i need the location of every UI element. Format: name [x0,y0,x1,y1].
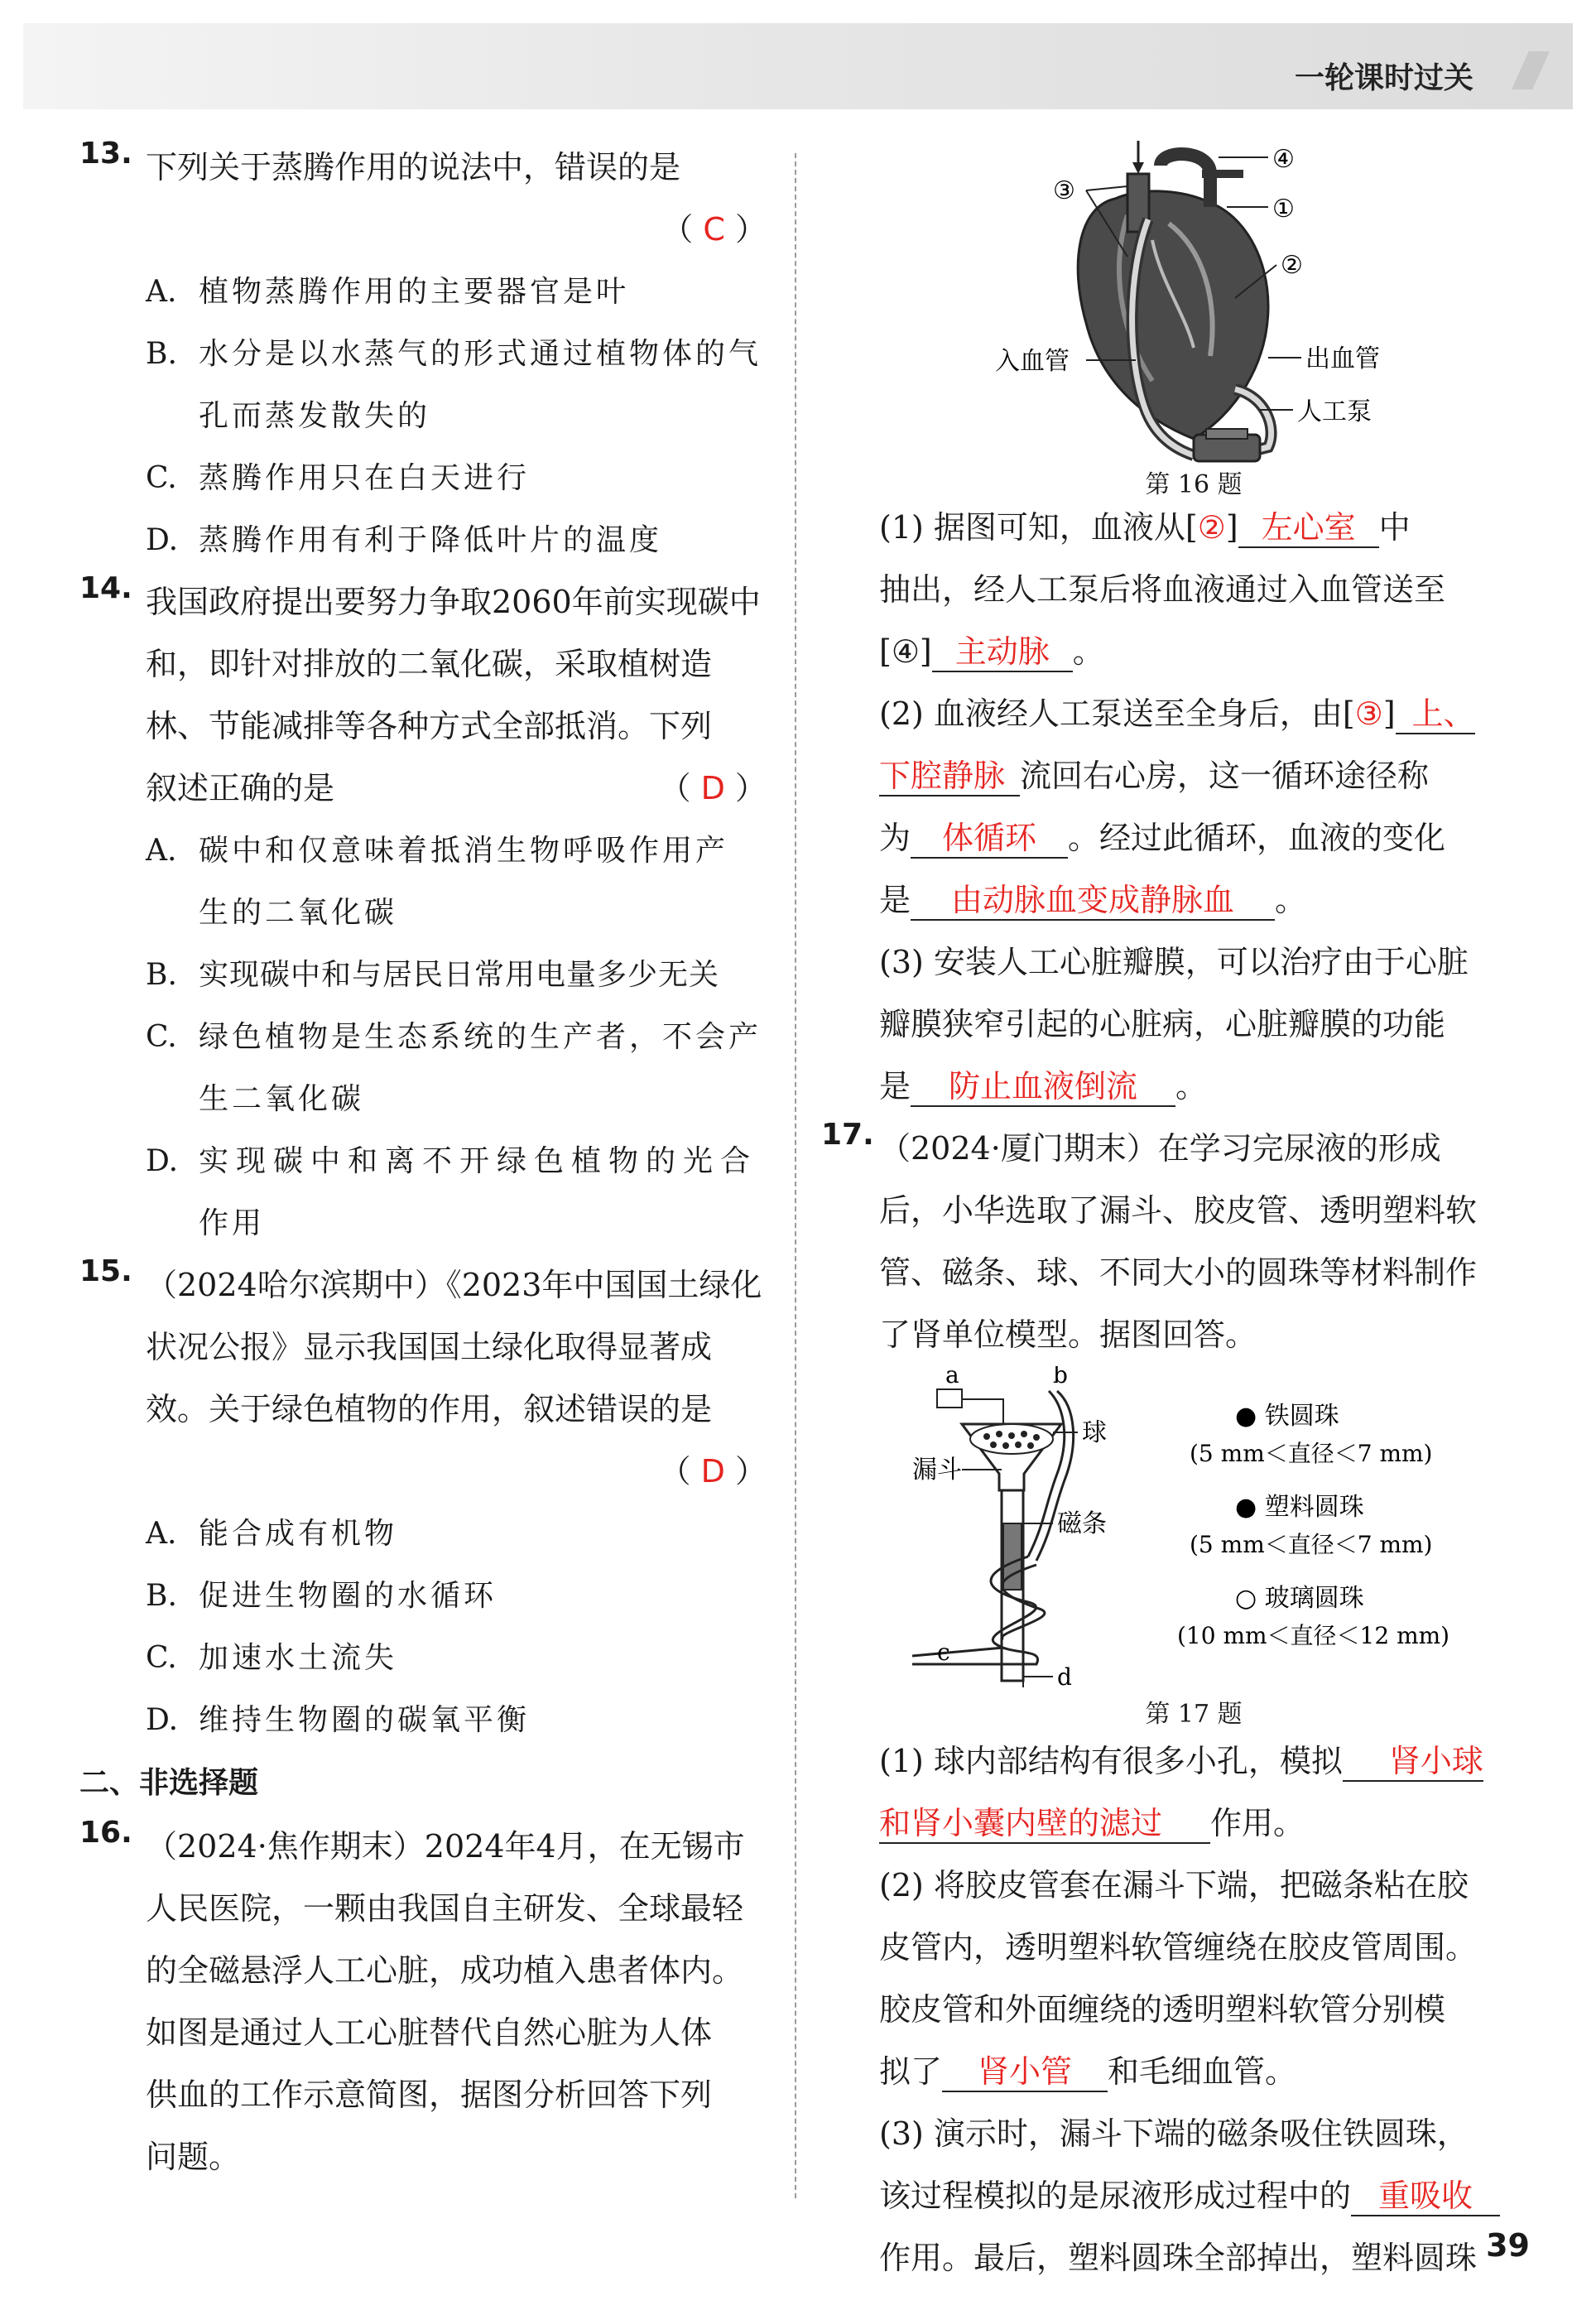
legend-plastic-bead: ● 塑料圆珠 [1235,1493,1364,1522]
q17-subquestion-1: (1) 球内部结构有很多小孔，模拟 肾小球 [879,1730,1508,1793]
stem-line: 我国政府提出要努力争取2060年前实现碳中 [146,584,761,620]
legend-iron-bead: ● 铁圆珠 [1235,1402,1339,1431]
figure-16 [879,141,1508,497]
text-line: 是 防止血液倒流 。 [879,1056,1508,1118]
label-c: c [937,1639,950,1666]
label-magnet: 磁条 [1057,1509,1107,1538]
legend-glass-bead: ○ 玻璃圆珠 [1235,1584,1364,1613]
answer-blank: ② [1197,509,1226,546]
text-line: 拟了 肾小管 和毛细血管。 [879,2041,1508,2103]
figure-caption: 第 17 题 [1145,1700,1243,1729]
section-title: 二、非选择题 [79,1766,259,1800]
option-b: B. 实现碳中和与居民日常用电量多少无关 [146,958,720,992]
text-line: 抽出，经人工泵后将血液通过入血管送至 [879,571,1446,608]
page-number: 39 [1486,2227,1530,2264]
option-d: D. 实现碳中和离不开绿色植物的光合 作用 [146,1144,758,1240]
label-4: ④ [1272,145,1295,174]
stem-line: 如图是通过人工心脏替代自然心脏为人体 [146,2014,713,2051]
figure-17 [879,1366,1508,1730]
answer-choice: D [700,1453,725,1489]
question-14 [79,571,767,1254]
question-stem: 下列关于蒸腾作用的说法中，错误的是 [146,149,681,185]
text-line: 胶皮管和外面缠绕的透明塑料软管分别模 [879,1991,1446,2028]
q16-subquestion-1-end: [④] 主动脉 。 [879,621,1508,683]
answer-blank: 肾小管 [942,2053,1108,2092]
stem-line: 供血的工作示意简图，据图分析回答下列 [146,2077,713,2113]
stem-line: （2024哈尔滨期中）《2023年中国国土绿化 [146,1267,762,1303]
label-2: ② [1281,251,1303,280]
artificial-heart-diagram [879,141,1508,464]
stem-line: 林、节能减排等各种方式全部抵消。下列 [146,708,713,744]
text-line: 作用。最后，塑料圆珠全部掉出，塑料圆珠 [879,2240,1478,2276]
option-a: A. 能合成有机物 [146,1517,398,1551]
answer-choice: D [700,770,725,806]
answer-choice: C [703,211,725,248]
stem-line: 问题。 [146,2139,241,2175]
text-line: 和肾小囊内壁的滤过 作用。 [879,1793,1508,1855]
answer-blank: 肾小球 [1343,1742,1483,1782]
q17-subquestion-3: (3) 演示时，漏斗下端的磁条吸住铁圆珠， [879,2115,1469,2152]
option-b: B. 促进生物圈的水循环 [146,1579,498,1613]
figure-caption: 第 16 题 [1145,470,1243,499]
answer-blank: 左心室 [1238,508,1379,548]
option-d: D. 蒸腾作用有利于降低叶片的温度 [146,523,663,557]
label-pump: 人工泵 [1297,397,1372,426]
legend-range: (10 mm＜直径＜12 mm) [1177,1622,1450,1649]
page-header [23,23,1573,109]
question-17 [821,1118,1508,1366]
label-1: ① [1272,195,1295,224]
arrow-icon [1132,162,1144,174]
answer-blank: ③ [1354,695,1383,732]
question-number: 15. [79,1254,132,1288]
label-d: d [1057,1663,1072,1691]
text-line: 为 体循环 。经过此循环，血液的变化 [879,807,1508,869]
stem-line: （2024·焦作期末）2024年4月，在无锡市 [146,1828,745,1865]
answer-bracket: （ D ） [659,1453,767,1489]
question-number: 17. [821,1118,874,1152]
answer-blank: 体循环 [911,819,1068,859]
stem-line: （2024·厦门期末）在学习完尿液的形成 [879,1130,1441,1167]
nephron-model-diagram [879,1366,1508,1693]
stem-line: 人民医院，一颗由我国自主研发、全球最轻 [146,1890,744,1927]
column-divider [795,153,796,2198]
answer-blank: 重吸收 [1351,2177,1500,2216]
q16-subquestion-1: (1) 据图可知，血液从[②] 左心室 中 [879,497,1508,559]
label-outflow-tube: 出血管 [1305,344,1380,373]
answer-blank: 上、 [1396,695,1475,734]
stem-line: 的全磁悬浮人工心脏，成功植入患者体内。 [146,1952,744,1989]
answer-blank: 防止血液倒流 [911,1067,1175,1107]
stem-line: 效。关于绿色植物的作用，叙述错误的是 [146,1391,713,1427]
label-b: b [1053,1366,1068,1388]
header-title: 一轮课时过关 [1294,61,1473,95]
option-d: D. 维持生物圈的碳氧平衡 [146,1703,531,1737]
option-c: C. 蒸腾作用只在白天进行 [146,461,531,495]
answer-bracket: （ D ） [659,770,767,806]
question-number: 14. [79,571,132,605]
answer-blank: 和肾小囊内壁的滤过 [879,1804,1210,1844]
q16-subquestion-3: (3) 安装人工心脏瓣膜，可以治疗由于心脏 [879,944,1469,980]
stem-line: 后，小华选取了漏斗、胶皮管、透明塑料软 [879,1192,1478,1229]
option-b: B. 水分是以水蒸气的形式通过植物体的气 孔而蒸发散失的 [146,337,762,433]
answer-blank: 主动脉 [932,633,1073,672]
stem-line: 了肾单位模型。据图回答。 [879,1316,1257,1353]
label-ball: 球 [1082,1418,1107,1447]
text-line: 皮管内，透明塑料软管缠绕在胶皮管周围。 [879,1929,1478,1966]
text-line: 下腔静脉 流回右心房，这一循环途径称 [879,745,1508,807]
header-decoration [1512,51,1550,89]
legend-range: (5 mm＜直径＜7 mm) [1190,1440,1433,1467]
option-c: C. 绿色植物是生态系统的生产者，不会产 生二氧化碳 [146,1020,762,1116]
stem-line: 管、磁条、球、不同大小的圆珠等材料制作 [879,1254,1478,1291]
stem-line: 和，即针对排放的二氧化碳，采取植树造 [146,646,713,682]
option-a: A. 植物蒸腾作用的主要器官是叶 [146,275,630,309]
stem-line: 状况公报》显示我国国土绿化取得显著成 [146,1329,713,1365]
label-a: a [945,1366,959,1388]
right-column [821,141,1508,2289]
answer-bracket: （ C ） [661,211,767,248]
q17-subquestion-2: (2) 将胶皮管套在漏斗下端，把磁条粘在胶 [879,1867,1469,1903]
text-line: 瓣膜狭窄引起的心脏病，心脏瓣膜的功能 [879,1006,1446,1042]
answer-blank: 由动脉血变成静脉血 [911,881,1275,921]
question-13 [79,137,767,571]
question-16-stem [79,1816,767,2188]
stem-line-with-answer: 叙述正确的是 （ D ） [146,758,767,820]
question-number: 16. [79,1816,132,1850]
label-3: ③ [1053,176,1075,205]
text-line: 是 由动脉血变成静脉血 。 [879,869,1508,931]
label-inflow-tube: 入血管 [995,347,1070,376]
option-a: A. 碳中和仅意味着抵消生物呼吸作用产 生的二氧化碳 [146,834,729,930]
answer-blank: 下腔静脉 [879,757,1020,796]
q16-subquestion-2: (2) 血液经人工泵送至全身后，由[③] 上、 [879,683,1508,745]
question-15 [79,1254,767,1751]
label-funnel: 漏斗 [912,1456,962,1485]
text-line: 该过程模拟的是尿液形成过程中的 重吸收 [879,2165,1508,2227]
legend-range: (5 mm＜直径＜7 mm) [1190,1531,1433,1558]
question-number: 13. [79,137,132,171]
option-c: C. 加速水土流失 [146,1641,398,1675]
left-column [79,137,767,2188]
